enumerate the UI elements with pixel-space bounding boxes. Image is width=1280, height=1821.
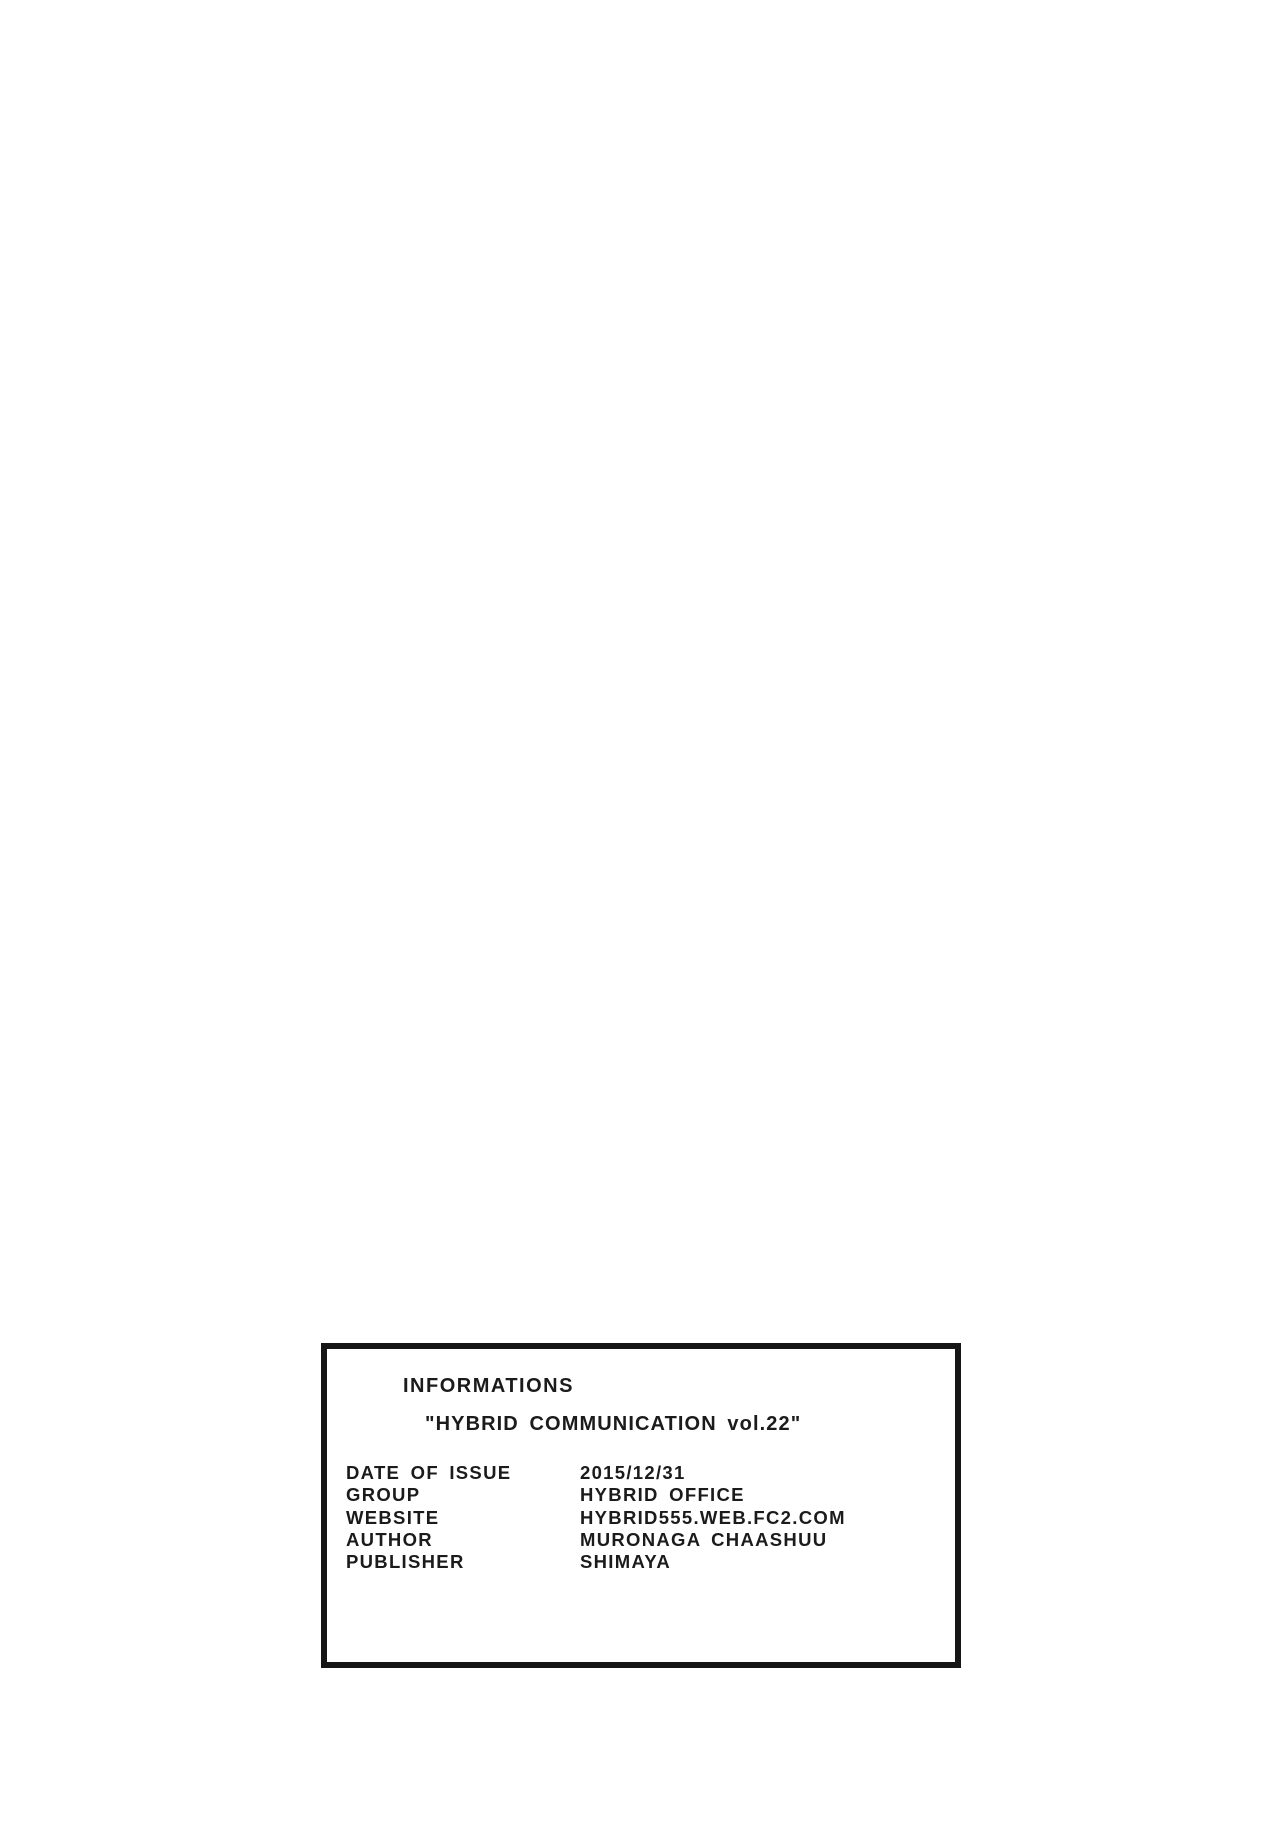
doujin-title: "HYBRID COMMUNICATION vol.22" xyxy=(425,1413,802,1435)
field-row-website xyxy=(346,1507,846,1529)
field-label: DATE OF ISSUE xyxy=(346,1462,512,1483)
field-value: 2015/12/31 xyxy=(580,1462,686,1483)
field-label: WEBSITE xyxy=(346,1506,440,1528)
field-label: GROUP xyxy=(346,1484,421,1506)
colophon-heading: INFORMATIONS xyxy=(403,1375,574,1397)
field-value: HYBRID555.WEB.FC2.COM xyxy=(580,1506,846,1528)
field-value: SHIMAYA xyxy=(580,1551,672,1573)
field-row-date-of-issue xyxy=(346,1462,846,1484)
field-label: PUBLISHER xyxy=(346,1551,465,1573)
field-value: MURONAGA CHAASHUU xyxy=(580,1528,828,1550)
field-label: AUTHOR xyxy=(346,1528,433,1550)
colophon-field-list xyxy=(346,1462,846,1573)
field-row-author xyxy=(346,1529,846,1551)
field-value: HYBRID OFFICE xyxy=(580,1484,745,1506)
field-row-group xyxy=(346,1484,846,1506)
field-row-publisher xyxy=(346,1551,846,1573)
colophon-box xyxy=(321,1343,961,1668)
